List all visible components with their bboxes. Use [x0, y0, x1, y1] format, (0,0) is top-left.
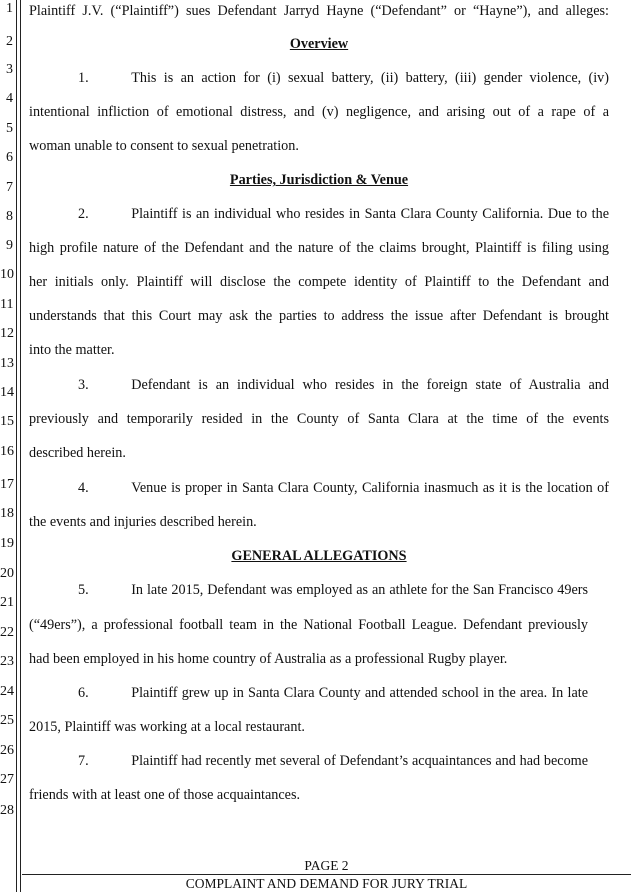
section-heading-general-allegations: GENERAL ALLEGATIONS: [231, 548, 407, 564]
line-number: 9: [6, 238, 13, 253]
line-number: 27: [0, 772, 14, 787]
paragraph-line: understands that this Court may ask the parties to address the issue after Defendant is brought: [29, 308, 609, 324]
line-number: 4: [6, 91, 13, 106]
line-number: 18: [0, 506, 14, 521]
section-heading-parties: Parties, Jurisdiction & Venue: [229, 172, 409, 188]
paragraph-line: high profile nature of the Defendant and the nature of the claims brought, Plaintiff is filing using: [29, 240, 609, 256]
line-number: 7: [6, 180, 13, 195]
line-number: 6: [6, 150, 13, 165]
intro-line: Plaintiff J.V. (“Plaintiff”) sues Defendant Jarryd Hayne (“Defendant” or “Hayne”), and alleges:: [29, 3, 609, 19]
line-number: 28: [0, 803, 14, 818]
paragraph-line: described herein.: [29, 445, 126, 461]
paragraph-line: (“49ers”), a professional football team in the National Football League. Defendant previously: [29, 617, 588, 633]
line-number: 15: [0, 414, 14, 429]
line-number: 20: [0, 566, 14, 581]
line-number: 16: [0, 444, 14, 459]
page-number: PAGE 2: [304, 858, 349, 873]
paragraph-line: 3. Defendant is an individual who resides in the foreign state of Australia and: [78, 377, 609, 393]
line-number: 14: [0, 385, 14, 400]
paragraph-line: 4. Venue is proper in Santa Clara County, California inasmuch as it is the location of: [78, 480, 609, 496]
line-number: 17: [0, 477, 14, 492]
paragraph-line: intentional infliction of emotional distress, and (v) negligence, and arising out of a rape of a: [29, 104, 609, 120]
footer-rule: [22, 874, 631, 875]
line-number: 1: [6, 1, 13, 16]
paragraph-line: previously and temporarily resided in the County of Santa Clara at the time of the events: [29, 411, 609, 427]
paragraph-line: friends with at least one of those acquaintances.: [29, 787, 301, 803]
paragraph-line: the events and injuries described herein.: [29, 514, 257, 530]
line-number: 25: [0, 713, 14, 728]
line-number: 10: [0, 267, 14, 282]
paragraph-line: into the matter.: [29, 342, 115, 358]
line-number: 2: [6, 34, 13, 49]
paragraph-line: her initials only. Plaintiff will disclose the compete identity of Plaintiff to the Defendant and: [29, 274, 609, 290]
paragraph-line: 2015, Plaintiff was working at a local restaurant.: [29, 719, 305, 735]
line-number: 12: [0, 326, 14, 341]
line-number: 3: [6, 62, 13, 77]
paragraph-line: 7. Plaintiff had recently met several of Defendant’s acquaintances and had become: [78, 753, 588, 769]
paragraph-line: had been employed in his home country of Australia as a professional Rugby player.: [29, 651, 508, 667]
paragraph-line: 5. In late 2015, Defendant was employed as an athlete for the San Francisco 49ers: [78, 582, 588, 598]
paragraph-line: 1. This is an action for (i) sexual battery, (ii) battery, (iii) gender violence, (iv): [78, 70, 609, 86]
paragraph-line: woman unable to consent to sexual penetration.: [29, 138, 299, 154]
margin-rule-outer: [16, 0, 17, 892]
line-number: 22: [0, 625, 14, 640]
paragraph-line: 6. Plaintiff grew up in Santa Clara County and attended school in the area. In late: [78, 685, 588, 701]
section-heading-overview: Overview: [289, 36, 349, 52]
line-number: 24: [0, 684, 14, 699]
line-number: 11: [0, 297, 14, 312]
line-number: 23: [0, 654, 14, 669]
line-number: 8: [6, 209, 13, 224]
line-number: 5: [6, 121, 13, 136]
line-number: 19: [0, 536, 14, 551]
line-number: 21: [0, 595, 14, 610]
document-title-footer: COMPLAINT AND DEMAND FOR JURY TRIAL: [185, 876, 468, 891]
paragraph-line: 2. Plaintiff is an individual who resides in Santa Clara County California. Due to the: [78, 206, 609, 222]
margin-rule-inner: [20, 0, 21, 892]
line-number: 13: [0, 356, 14, 371]
line-number: 26: [0, 743, 14, 758]
